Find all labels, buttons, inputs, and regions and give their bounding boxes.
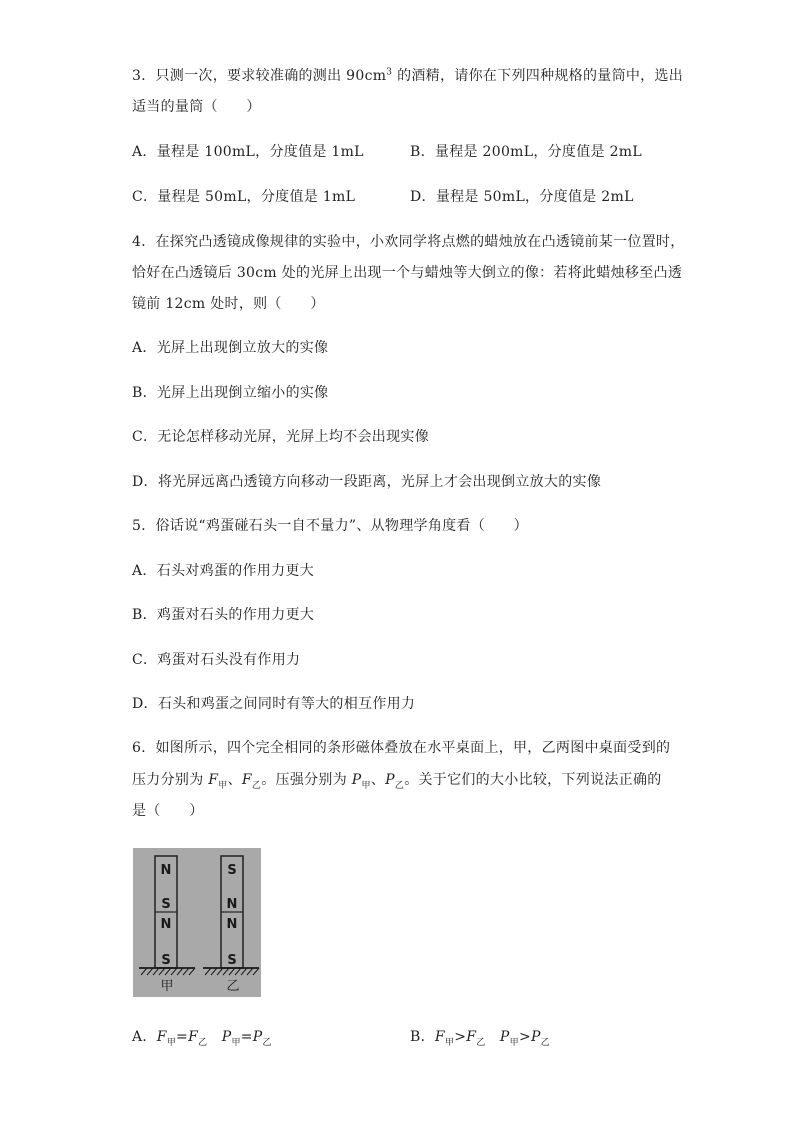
q3-option-c: C．量程是 50mL，分度值是 1mL: [132, 189, 356, 205]
right-pole-2: N: [226, 897, 238, 912]
q4-option-b: B．光屏上出现倒立缩小的实像: [132, 385, 329, 401]
q6-stem-line3: 是（ ）: [132, 803, 204, 819]
table-surface-right: [203, 968, 259, 975]
q5-option-b: B．鸡蛋对石头的作用力更大: [132, 607, 315, 623]
q5-option-a: A．石头对鸡蛋的作用力更大: [132, 563, 315, 579]
label-yi: 乙: [226, 979, 240, 994]
right-pole-1: S: [227, 863, 237, 878]
q3-stem-line2: 适当的量筒（ ）: [132, 99, 261, 115]
q4-option-d: D．将光屏远离凸透镜方向移动一段距离，光屏上才会出现倒立放大的实像: [132, 474, 602, 490]
label-jia: 甲: [160, 979, 174, 994]
q5-stem: 5．俗话说“鸡蛋碰石头一自不量力”、从物理学角度看（ ）: [132, 518, 528, 534]
q3-option-a: A．量程是 100mL，分度值是 1mL: [132, 144, 364, 160]
left-pole-3: N: [160, 917, 172, 932]
q6-option-b: B．$F_甲>F_乙$ $P_甲>P_乙$: [410, 1029, 551, 1048]
magnet-diagram: [133, 848, 261, 997]
right-pole-3: N: [226, 917, 238, 932]
right-pole-4: S: [227, 953, 237, 968]
q4-option-c: C．无论怎样移动光屏，光屏上均不会出现实像: [132, 429, 430, 445]
table-surface-left: [139, 968, 195, 975]
q3-option-d: D．量程是 50mL，分度值是 2mL: [410, 189, 634, 205]
q6-stem-line1: 6．如图所示，四个完全相同的条形磁体叠放在水平桌面上，甲，乙两图中桌面受到的: [132, 740, 671, 756]
q3-stem-line1: 3．只测一次，要求较准确的测出 $90cm^3$ 的酒精，请你在下列四种规格的量筒中，选出: [132, 67, 684, 84]
q3-option-b: B．量程是 200mL，分度值是 2mL: [410, 144, 642, 160]
q5-option-d: D．石头和鸡蛋之间同时有等大的相互作用力: [132, 696, 416, 712]
left-pole-1: N: [160, 863, 172, 878]
q4-option-a: A．光屏上出现倒立放大的实像: [132, 340, 329, 356]
q6-stem-line2: 压力分别为 $F_甲$、$F_乙$。压强分别为 $P_甲$、$P_乙$。关于它们的大小比较，下列说法正确的: [132, 772, 662, 791]
q4-stem-line2: 恰好在凸透镜后 30cm 处的光屏上出现一个与蜡烛等大倒立的像：若将此蜡烛移至凸透: [132, 265, 683, 281]
magnet-stack-figure: [133, 848, 261, 997]
q4-stem-line3: 镜前 12cm 处时，则（ ）: [132, 296, 325, 312]
left-pole-2: S: [161, 897, 171, 912]
q6-option-a: A．$F_甲=F_乙$ $P_甲=P_乙$: [132, 1029, 272, 1048]
q4-stem-line1: 4．在探究凸透镜成像规律的实验中，小欢同学将点燃的蜡烛放在凸透镜前某一位置时，: [132, 234, 685, 250]
left-pole-4: S: [161, 953, 171, 968]
q5-option-c: C．鸡蛋对石头没有作用力: [132, 652, 301, 668]
